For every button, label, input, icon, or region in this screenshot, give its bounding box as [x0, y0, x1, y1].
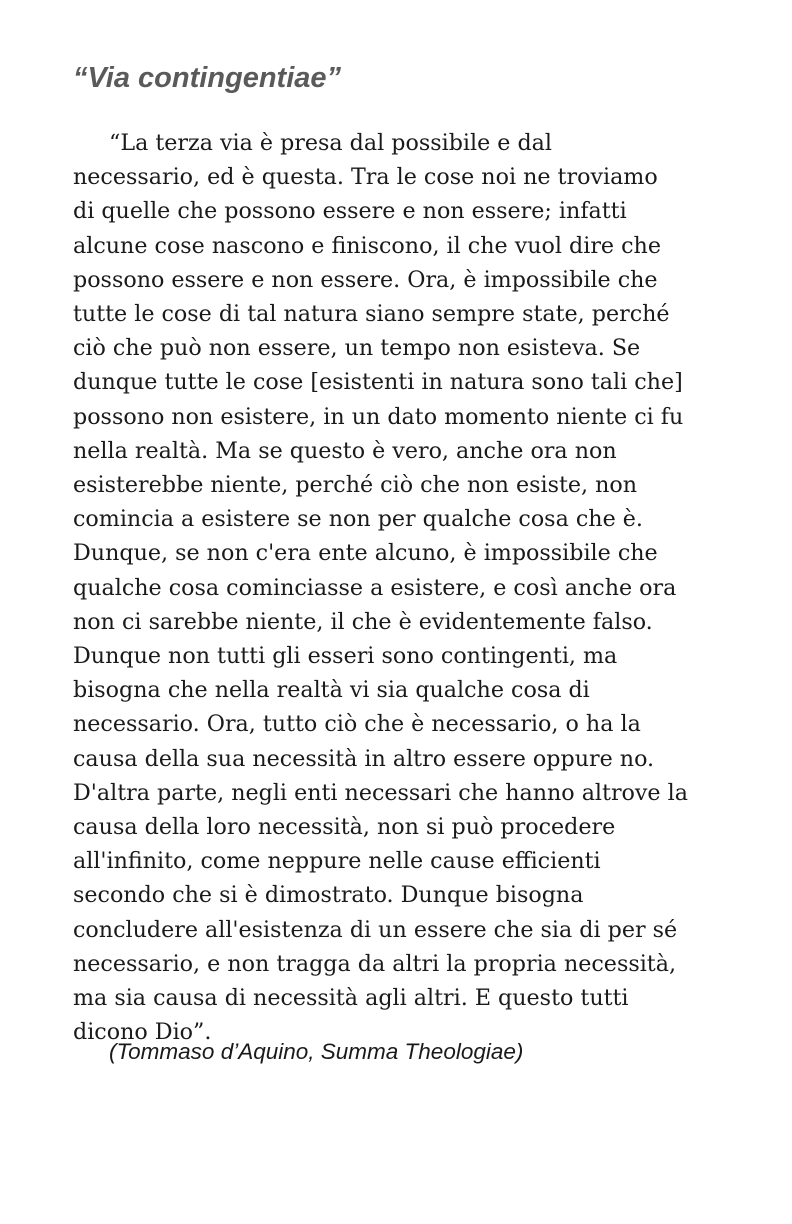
quote-line: non ci sarebbe niente, il che è evidentemente falso. — [73, 608, 653, 635]
quote-line: secondo che si è dimostrato. Dunque bisogna — [73, 882, 584, 909]
quote-line: alcune cose nascono e finiscono, il che vuol dire che — [73, 232, 661, 259]
quote-line: Dunque non tutti gli esseri sono contingenti, ma — [73, 643, 618, 670]
quote-line: causa della loro necessità, non si può procedere — [73, 814, 616, 841]
quotation-block — [73, 126, 733, 1049]
quote-line: concludere all'esistenza di un essere che sia di per sé — [73, 916, 678, 943]
quote-line: necessario, e non tragga da altri la propria necessità, — [73, 950, 677, 977]
quote-line: D'altra parte, negli enti necessari che hanno altrove la — [73, 779, 688, 806]
quote-line: qualche cosa cominciasse a esistere, e così anche ora — [73, 574, 677, 601]
quote-line: dunque tutte le cose [esistenti in natura sono tali che] — [73, 369, 683, 396]
quote-line: dicono Dio”. — [73, 1019, 212, 1046]
quote-line: bisogna che nella realtà vi sia qualche cosa di — [73, 677, 590, 704]
quote-line: necessario. Ora, tutto ciò che è necessario, o ha la — [73, 711, 641, 738]
quote-line: Dunque, se non c'era ente alcuno, è impossibile che — [73, 540, 658, 567]
quote-line: all'infinito, come neppure nelle cause efficienti — [73, 848, 601, 875]
quote-line: comincia a esistere se non per qualche cosa che è. — [73, 506, 643, 533]
quote-line: possono non esistere, in un dato momento niente ci fu — [73, 403, 684, 430]
quote-line: “La terza via è presa dal possibile e dal — [109, 130, 552, 156]
quote-line: di quelle che possono essere e non essere; infatti — [73, 198, 627, 225]
quote-line: necessario, ed è questa. Tra le cose noi ne troviamo — [73, 164, 658, 191]
quote-line: esisterebbe niente, perché ciò che non esiste, non — [73, 472, 638, 499]
quote-line: ma sia causa di necessità agli altri. E questo tutti — [73, 985, 629, 1012]
quote-line: nella realtà. Ma se questo è vero, anche ora non — [73, 437, 617, 464]
quote-line: ciò che può non essere, un tempo non esisteva. Se — [73, 335, 641, 362]
quote-line: possono essere e non essere. Ora, è impossibile che — [73, 266, 658, 293]
quote-line: tutte le cose di tal natura siano sempre state, perché — [73, 301, 670, 328]
citation: (Tommaso d’Aquino, Summa Theologiae) — [109, 1039, 524, 1064]
quote-line: causa della sua necessità in altro essere oppure no. — [73, 745, 655, 772]
section-heading: “Via contingentiae” — [73, 62, 342, 94]
